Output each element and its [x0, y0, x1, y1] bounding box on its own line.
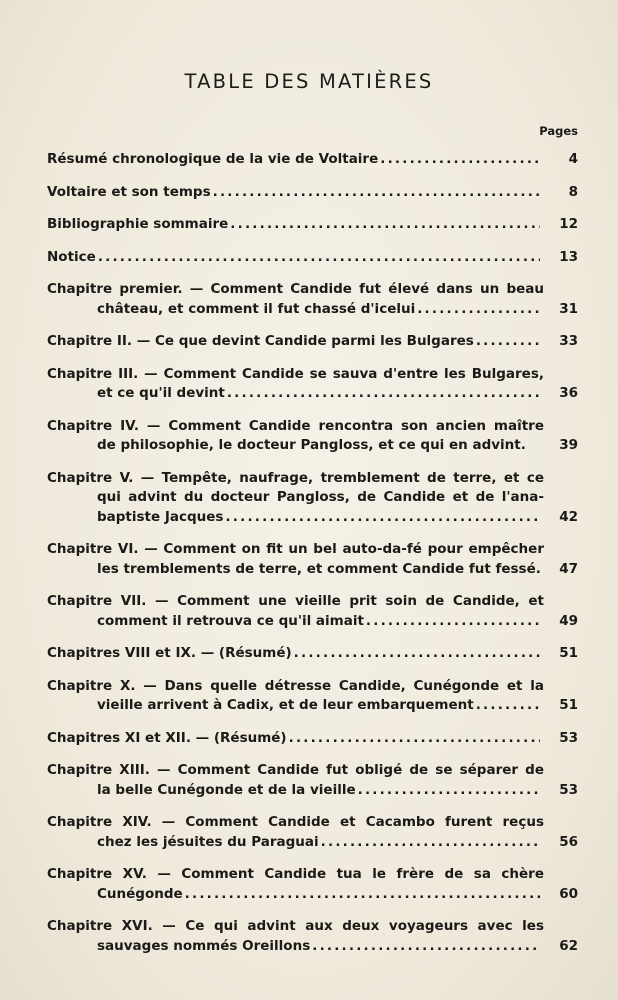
toc-entry-line: Chapitre II. — Ce que devint Candide parmi les Bulgares — [47, 333, 474, 349]
toc-entry-line: baptiste Jacques — [97, 508, 224, 525]
toc-entry-line: Cunégonde — [97, 885, 183, 902]
toc-page-number: 31 — [559, 300, 578, 317]
toc-page-number: 62 — [559, 937, 578, 954]
toc-entry-text — [47, 365, 544, 404]
toc-entry-text — [47, 417, 544, 456]
toc-entry — [47, 917, 578, 956]
toc-entry-text — [47, 248, 544, 268]
toc-entry-line: les tremblements de terre, et comment Candide fut fessé. — [97, 560, 541, 577]
toc-entry-line: Chapitre XV. — Comment Candide tua le frère de sa chère — [47, 866, 544, 882]
toc-entry-text — [47, 215, 544, 235]
toc-page-number: 12 — [559, 216, 578, 232]
leader-dots — [380, 150, 540, 170]
toc-entry — [47, 813, 578, 852]
toc-page-number: 56 — [559, 833, 578, 850]
toc-entry-text — [47, 917, 544, 956]
toc-entry-line: sauvages nommés Oreillons — [97, 937, 311, 954]
toc-entry — [47, 865, 578, 904]
toc-entry-line: Chapitre X. — Dans quelle détresse Candide, Cunégonde et la — [47, 677, 544, 694]
toc-page-number: 60 — [559, 885, 578, 902]
toc-page-number: 51 — [559, 645, 578, 661]
toc-entry — [47, 417, 578, 456]
toc-entry-text — [47, 761, 544, 800]
toc-entry-line: comment il retrouva ce qu'il aimait — [97, 612, 364, 629]
toc-entry-line: Chapitres XI et XII. — (Résumé) — [47, 729, 287, 746]
leader-dots — [289, 729, 540, 749]
toc-entry — [47, 761, 578, 800]
toc-entry-line: Notice — [47, 248, 96, 265]
table-of-contents — [47, 150, 578, 969]
toc-entry-line: Chapitre III. — Comment Candide se sauva d'entre les Bulgares, — [47, 365, 544, 382]
toc-entry-text — [47, 592, 544, 631]
toc-page-number: 53 — [559, 781, 578, 798]
toc-entry-line: Chapitre IV. — Comment Candide rencontra son ancien maître — [47, 417, 544, 434]
toc-page-number: 36 — [559, 385, 578, 401]
toc-page-number: 33 — [559, 333, 578, 349]
toc-entry — [47, 332, 578, 352]
toc-entry-line: Chapitres VIII et IX. — (Résumé) — [47, 645, 292, 661]
toc-entry-text — [47, 150, 544, 170]
toc-entry-text — [47, 280, 544, 319]
toc-entry-text — [47, 813, 544, 852]
leader-dots — [227, 384, 540, 404]
toc-entry-line: Chapitre XVI. — Ce qui advint aux deux voyageurs avec les — [47, 918, 544, 934]
toc-entry-text — [47, 469, 544, 528]
pages-column-label: Pages — [539, 124, 578, 138]
toc-page-number: 13 — [559, 248, 578, 265]
toc-entry-line: château, et comment il fut chassé d'icelui — [97, 300, 416, 317]
leader-dots — [225, 508, 540, 528]
toc-entry-line: Chapitre XIII. — Comment Candide fut obligé de se séparer de — [47, 762, 544, 778]
leader-dots — [417, 300, 540, 320]
toc-entry-line: Chapitre VI. — Comment on fit un bel auto-da-fé pour empêcher — [47, 541, 544, 557]
toc-entry-text — [47, 332, 544, 352]
toc-entry — [47, 469, 578, 528]
toc-entry-line: Chapitre V. — Tempête, naufrage, tremblement de terre, et ce — [47, 469, 544, 486]
toc-entry-line: chez les jésuites du Paraguai — [97, 833, 319, 850]
toc-entry — [47, 592, 578, 631]
toc-page-number: 4 — [568, 151, 578, 167]
leader-dots — [98, 248, 540, 268]
toc-entry — [47, 280, 578, 319]
toc-entry-line: Bibliographie sommaire — [47, 216, 229, 232]
toc-page-number: 51 — [559, 697, 578, 713]
toc-entry-line: qui advint du docteur Pangloss, de Candide et de l'ana- — [97, 489, 544, 505]
leader-dots — [476, 332, 540, 352]
toc-page-number: 39 — [559, 437, 578, 453]
toc-entry-line: et ce qu'il devint — [97, 385, 225, 401]
toc-entry-line: vieille arrivent à Cadix, et de leur embarquement — [97, 697, 474, 713]
toc-entry-text — [47, 865, 544, 904]
leader-dots — [358, 781, 540, 801]
toc-entry — [47, 183, 578, 203]
leader-dots — [366, 612, 540, 632]
leader-dots — [230, 215, 540, 235]
leader-dots — [312, 937, 540, 957]
toc-entry — [47, 729, 578, 749]
toc-entry-line: Chapitre XIV. — Comment Candide et Cacambo furent reçus — [47, 814, 544, 830]
toc-entry-text — [47, 729, 544, 749]
toc-entry — [47, 150, 578, 170]
toc-entry-text — [47, 644, 544, 664]
toc-entry-text — [47, 183, 544, 203]
toc-page-number: 53 — [559, 729, 578, 746]
leader-dots — [213, 183, 540, 203]
toc-entry-text — [47, 677, 544, 716]
leader-dots — [294, 644, 540, 664]
toc-page-number: 8 — [568, 183, 578, 200]
toc-entry — [47, 644, 578, 664]
leader-dots — [185, 885, 540, 905]
toc-entry — [47, 215, 578, 235]
toc-entry-line: Chapitre VII. — Comment une vieille prit soin de Candide, et — [47, 593, 544, 609]
toc-page-number: 42 — [559, 508, 578, 525]
toc-entry — [47, 248, 578, 268]
toc-entry-line: de philosophie, le docteur Pangloss, et ce qui en advint. — [97, 437, 526, 453]
toc-entry-line: Résumé chronologique de la vie de Voltaire — [47, 151, 379, 167]
toc-entry — [47, 540, 578, 579]
leader-dots — [321, 833, 540, 853]
page-title: TABLE DES MATIÈRES — [184, 70, 434, 93]
toc-entry-text — [47, 540, 544, 579]
toc-entry — [47, 365, 578, 404]
toc-entry-line: Voltaire et son temps — [47, 183, 211, 200]
toc-page-number: 47 — [559, 560, 578, 577]
toc-entry-line: la belle Cunégonde et de la vieille — [97, 781, 356, 798]
toc-entry — [47, 677, 578, 716]
toc-page-number: 49 — [559, 612, 578, 629]
toc-entry-line: Chapitre premier. — Comment Candide fut élevé dans un beau — [47, 281, 544, 297]
leader-dots — [476, 696, 540, 716]
